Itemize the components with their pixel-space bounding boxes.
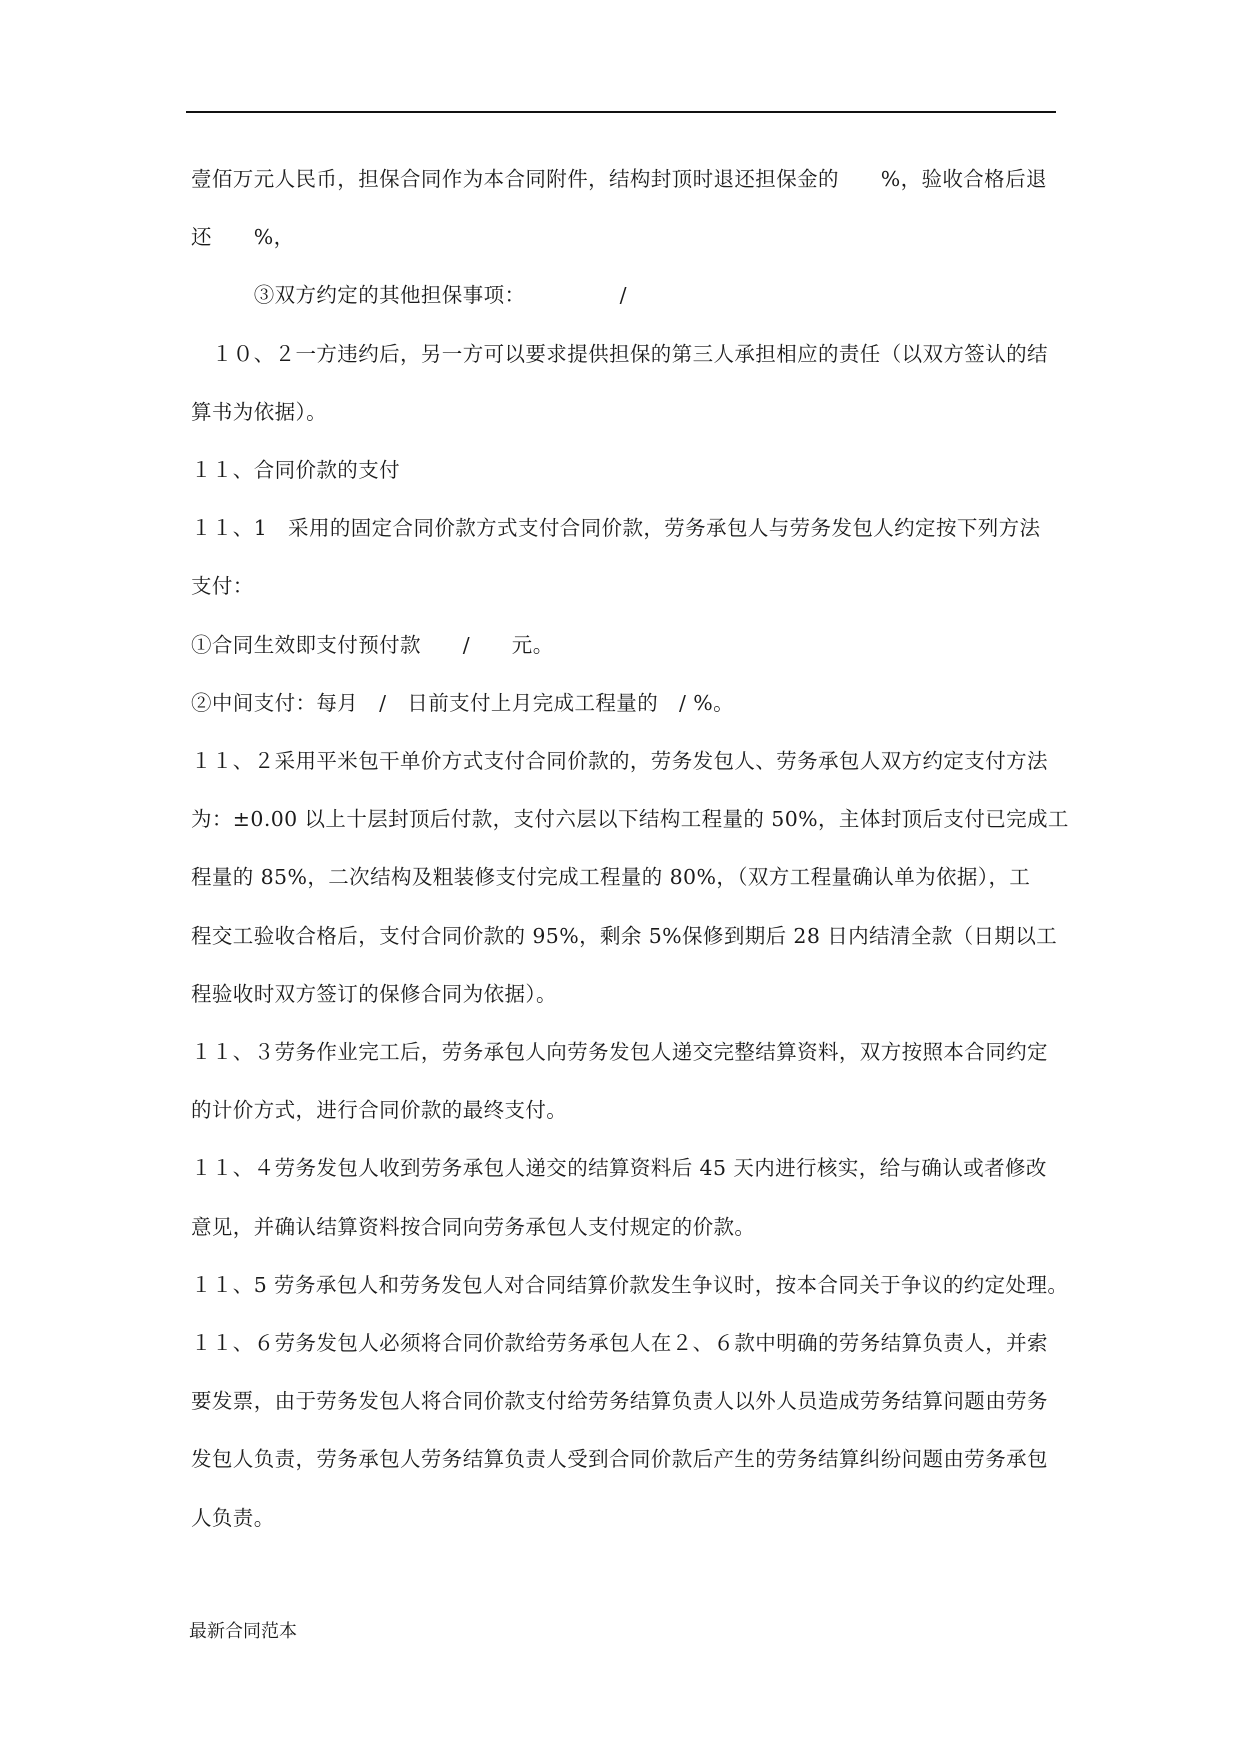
page-footer: 最新合同范本 [189, 1621, 297, 1642]
body-line: １１、1 采用的固定合同价款方式支付合同价款，劳务承包人与劳务发包人约定按下列方法 [191, 516, 1041, 540]
body-line: 要发票，由于劳务发包人将合同价款支付给劳务结算负责人以外人员造成劳务结算问题由劳务 [191, 1389, 1048, 1413]
body-line: ①合同生效即支付预付款 / 元。 [191, 633, 554, 657]
body-line: 还 %， [191, 225, 295, 249]
body-line: 壹佰万元人民币，担保合同作为本合同附件，结构封顶时退还担保金的 %，验收合格后退 [191, 167, 1047, 191]
body-line: 支付： [191, 574, 254, 598]
body-line: 算书为依据）。 [191, 400, 328, 424]
body-line: 程量的 85%，二次结构及粗装修支付完成工程量的 80%，（双方工程量确认单为依据），工 [191, 865, 1031, 889]
body-line: １１、３劳务作业完工后，劳务承包人向劳务发包人递交完整结算资料，双方按照本合同约定 [191, 1040, 1048, 1064]
body-line: 意见，并确认结算资料按合同向劳务承包人支付规定的价款。 [191, 1215, 756, 1239]
body-line: ③双方约定的其他担保事项： / [191, 283, 627, 307]
body-line: １１、２采用平米包干单价方式支付合同价款的，劳务发包人、劳务承包人双方约定支付方法 [191, 749, 1048, 773]
body-line: １１、5 劳务承包人和劳务发包人对合同结算价款发生争议时，按本合同关于争议的约定处理。 [191, 1273, 1069, 1297]
body-line: 为：±0.00 以上十层封顶后付款，支付六层以下结构工程量的 50%，主体封顶后支付已完成工 [191, 807, 1069, 831]
body-line: 程验收时双方签订的保修合同为依据）。 [191, 982, 557, 1006]
body-line: １１、６劳务发包人必须将合同价款给劳务承包人在２、６款中明确的劳务结算负责人，并索 [191, 1331, 1048, 1355]
body-line: 发包人负责，劳务承包人劳务结算负责人受到合同价款后产生的劳务结算纠纷问题由劳务承包 [191, 1447, 1048, 1471]
section-heading: １１、合同价款的支付 [191, 458, 400, 482]
header-rule [186, 111, 1056, 113]
body-line: 的计价方式，进行合同价款的最终支付。 [191, 1098, 568, 1122]
body-line: ②中间支付：每月 / 日前支付上月完成工程量的 / %。 [191, 691, 735, 715]
body-line: １１、４劳务发包人收到劳务承包人递交的结算资料后 45 天内进行核实，给与确认或者修改 [191, 1156, 1047, 1180]
body-line: 程交工验收合格后，支付合同价款的 95%，剩余 5%保修到期后 28 日内结清全款（日期以工 [191, 924, 1058, 948]
body-line: 人负责。 [191, 1506, 275, 1530]
body-line: １０、２一方违约后，另一方可以要求提供担保的第三人承担相应的责任（以双方签认的结 [191, 342, 1048, 366]
